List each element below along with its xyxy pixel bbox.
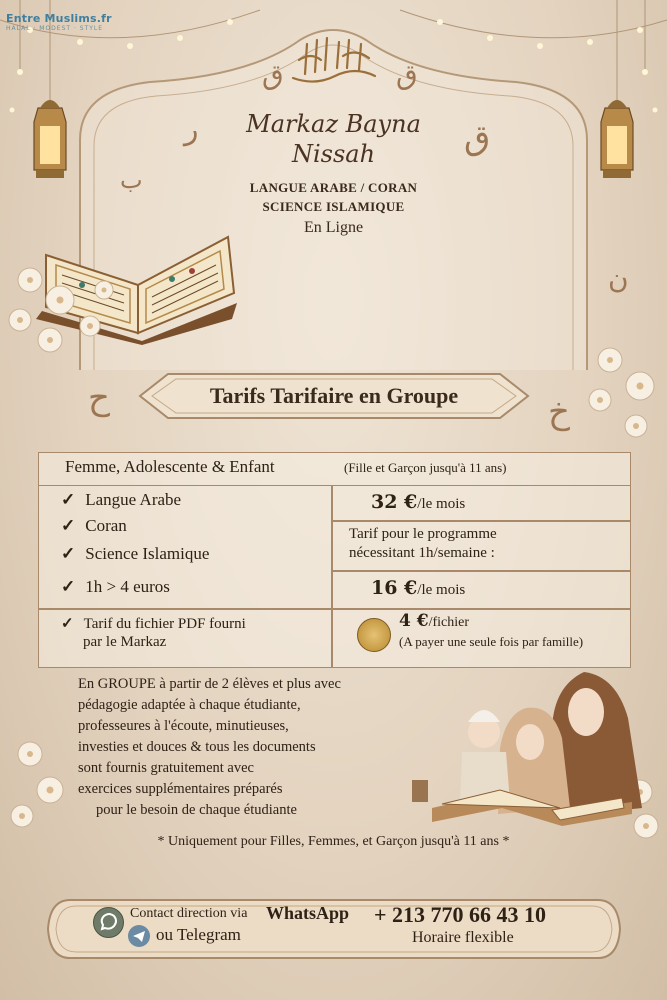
subject-item: ✓ Langue Arabe bbox=[61, 490, 182, 509]
audience-note: (Fille et Garçon jusqu'à 11 ans) bbox=[344, 460, 507, 475]
program-price: 16 €/le mois bbox=[371, 577, 466, 599]
decor-letter: خ bbox=[548, 392, 570, 432]
eligibility-note: * Uniquement pour Filles, Femmes, et Garçon jusqu'à 11 ans * bbox=[157, 834, 510, 849]
pdf-note: (A payer une seule fois par famille) bbox=[399, 634, 584, 649]
description-line: investies et douces & tous les documents bbox=[78, 739, 316, 755]
title-line-1: Markaz Bayna bbox=[246, 110, 421, 138]
check-icon: ✓ bbox=[61, 516, 76, 535]
pdf-label-line-2: par le Markaz bbox=[83, 634, 167, 650]
coin-icon bbox=[357, 618, 391, 652]
schedule-label: Horaire flexible bbox=[412, 929, 514, 946]
decor-letter: ن bbox=[608, 262, 629, 295]
description-line: sont fournis gratuitement avec bbox=[78, 760, 254, 776]
description-line: En GROUPE à partir de 2 élèves et plus avec bbox=[78, 676, 341, 692]
group-description bbox=[78, 674, 408, 821]
basmala-calligraphy-icon bbox=[285, 30, 383, 90]
whatsapp-label[interactable]: WhatsApp bbox=[266, 903, 350, 923]
row-divider bbox=[331, 570, 630, 572]
decor-letter: ق bbox=[464, 118, 491, 158]
family-reading-illustration bbox=[402, 668, 652, 833]
monthly-price: 32 €/le mois bbox=[371, 491, 466, 513]
description-line: professeures à l'écoute, minutieuses, bbox=[78, 718, 289, 734]
audience-label: Femme, Adolescente & Enfant bbox=[65, 457, 275, 476]
flowers-decoration bbox=[560, 330, 667, 450]
check-icon: ✓ bbox=[61, 544, 76, 563]
pdf-price: 4 €/fichier bbox=[399, 611, 469, 631]
flowers-decoration bbox=[0, 240, 140, 380]
telegram-label[interactable]: ou Telegram bbox=[156, 925, 241, 944]
check-icon: ✓ bbox=[61, 616, 74, 632]
check-icon: ✓ bbox=[61, 577, 76, 596]
decor-letter: ق bbox=[262, 58, 284, 91]
description-line: pour le besoin de chaque étudiante bbox=[96, 802, 297, 818]
description-line: pédagogie adaptée à chaque étudiante, bbox=[78, 697, 301, 713]
subtitle-line-1: LANGUE ARABE / CORAN bbox=[249, 180, 418, 195]
flowers-decoration bbox=[0, 730, 80, 840]
pdf-label-line-1: ✓ Tarif du fichier PDF fourni bbox=[61, 616, 246, 632]
column-divider bbox=[331, 485, 333, 667]
phone-number[interactable]: + 213 770 66 43 10 bbox=[374, 902, 547, 927]
row-divider bbox=[39, 608, 630, 610]
program-label-line-1: Tarif pour le programme bbox=[349, 526, 497, 542]
row-divider bbox=[331, 520, 630, 522]
check-icon: ✓ bbox=[61, 490, 76, 509]
decor-letter: ب bbox=[120, 166, 143, 194]
mode-label: En Ligne bbox=[303, 219, 364, 236]
telegram-icon[interactable] bbox=[128, 925, 150, 947]
pricing-audience-row bbox=[39, 453, 630, 486]
title-line-2: Nissah bbox=[291, 140, 376, 168]
subject-item: ✓ 1h > 4 euros bbox=[61, 577, 170, 596]
description-line: exercices supplémentaires préparés bbox=[78, 781, 283, 797]
program-label-line-2: nécessitant 1h/semaine : bbox=[349, 545, 495, 561]
decor-letter: ح bbox=[88, 378, 110, 418]
pricing-table bbox=[38, 452, 631, 668]
decor-letter: ر bbox=[184, 112, 199, 147]
subject-item: ✓ Coran bbox=[61, 516, 127, 535]
decor-letter: ق bbox=[396, 58, 418, 91]
contact-label: Contact direction via bbox=[130, 906, 248, 921]
site-logo[interactable]: Entre Muslims.fr HALAL · MODEST · STYLE bbox=[6, 12, 112, 32]
subtitle-line-2: SCIENCE ISLAMIQUE bbox=[262, 199, 405, 214]
whatsapp-icon[interactable] bbox=[93, 907, 124, 938]
section-title: Tarifs Tarifaire en Groupe bbox=[209, 383, 459, 408]
subject-item: ✓ Science Islamique bbox=[61, 544, 210, 563]
